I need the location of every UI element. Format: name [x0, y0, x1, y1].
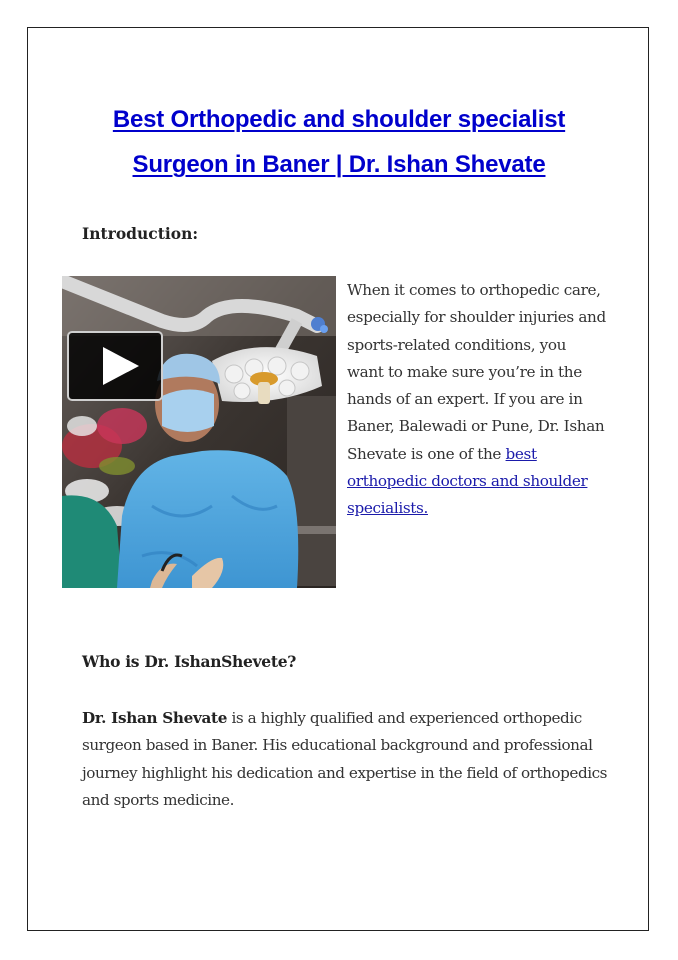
- bio-paragraph: [82, 705, 612, 814]
- bio-text: is a highly qualified and experienced orthopedic surgeon based in Baner. His educational background and professional journey highlight his dedication and expertise in the field of orthopedics and sports medicine.: [82, 709, 608, 809]
- surgeon-video-thumbnail[interactable]: [62, 276, 336, 588]
- document-title-line-2[interactable]: Surgeon in Baner | Dr. Ishan Shevate: [132, 151, 546, 178]
- introduction-text: When it comes to orthopedic care, especially for shoulder injuries and sports-related conditions, you want to make sure you’re in the hands of an expert. If you are in Baner, Balewadi or Pune, Dr. Ishan Shevate is one of the: [347, 281, 606, 463]
- surgeon-photo: [62, 276, 336, 588]
- who-is-heading: Who is Dr. IshanShevete?: [82, 652, 297, 671]
- document-title-line-1[interactable]: Best Orthopedic and shoulder specialist: [112, 106, 566, 133]
- play-button[interactable]: [67, 331, 163, 401]
- best-orthopedic-doctors-link[interactable]: best orthopedic doctors and shoulder specialists.: [347, 444, 588, 518]
- introduction-heading: Introduction:: [82, 224, 199, 243]
- bio-name: Dr. Ishan Shevate: [82, 709, 228, 727]
- introduction-paragraph: [347, 277, 607, 523]
- play-icon: [69, 333, 161, 399]
